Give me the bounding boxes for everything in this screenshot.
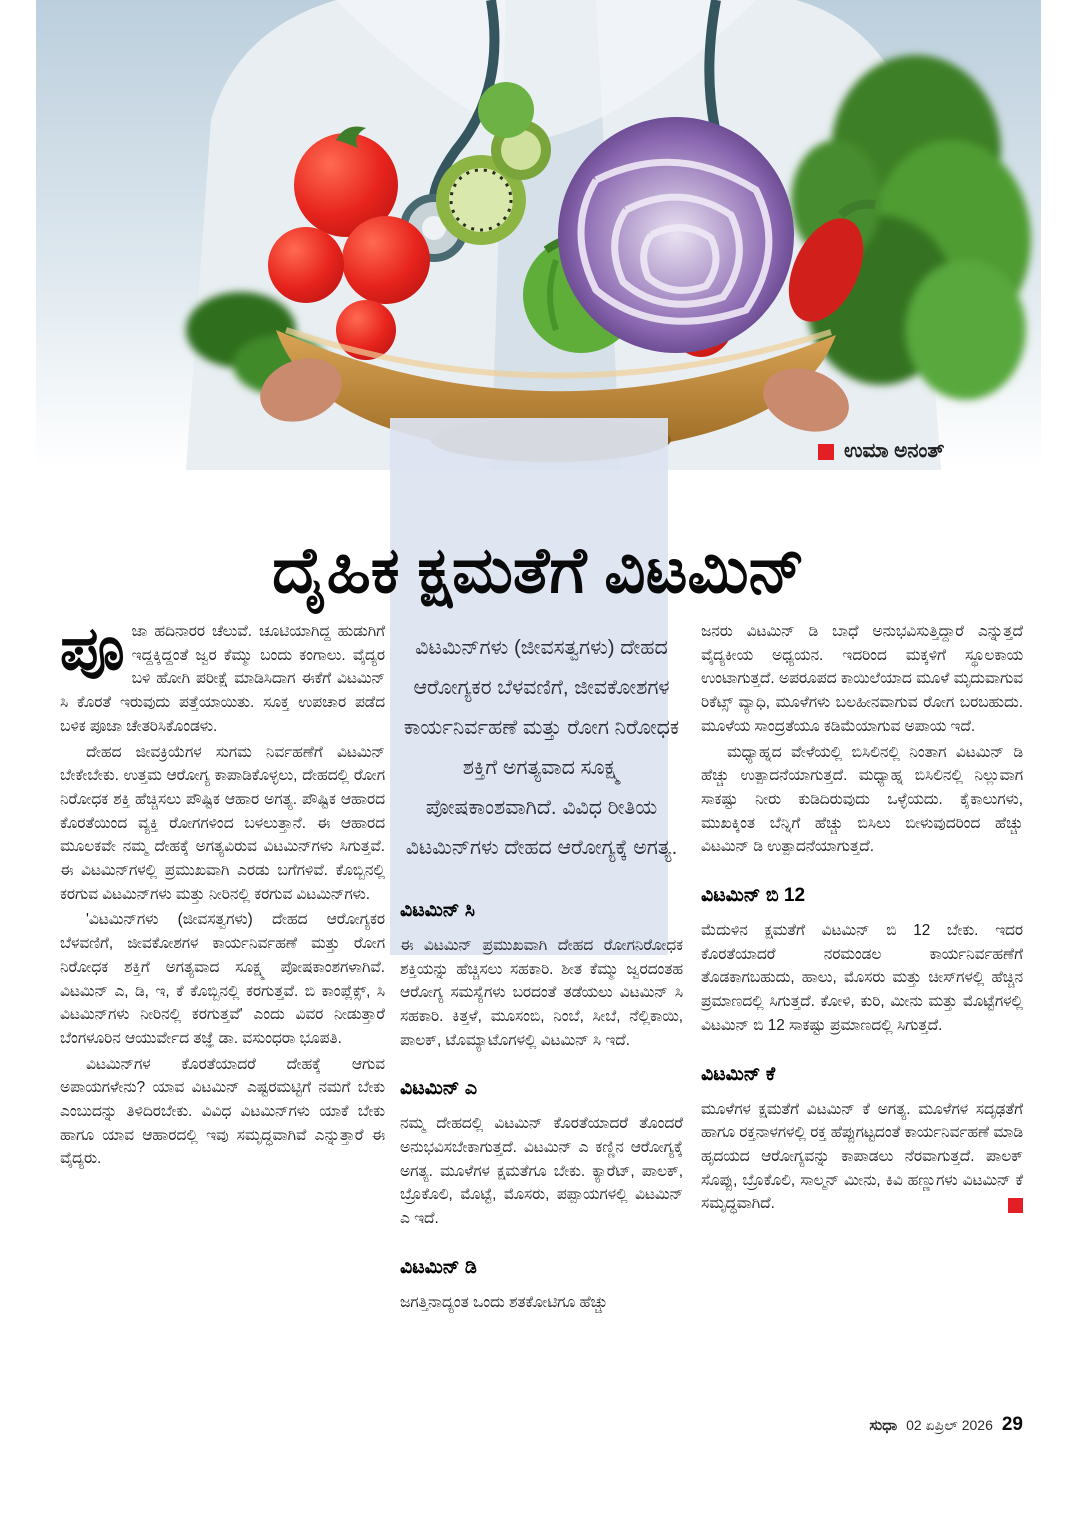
byline xyxy=(818,440,944,463)
article-title: ದೈಹಿಕ ಕ್ಷಮತೆಗೆ ವಿಟಮಿನ್ xyxy=(272,533,805,606)
column-1 xyxy=(60,615,385,1317)
section-heading-vitamin-k: ವಿಟಮಿನ್ ಕೆ xyxy=(701,1063,776,1085)
paragraph: ಮೆದುಳಿನ ಕ್ಷಮತೆಗೆ ವಿಟಮಿನ್ ಬಿ 12 ಬೇಕು. ಇದರ ಕೊರತೆಯಾದರೆ ನರಮಂಡಲ ಕಾರ್ಯನಿರ್ವಹಣೆಗೆ ತೊಡಕಾಗಬಹುದು, ಹಾಲು, ಮೊಸರು ಮತ್ತು ಚೀಸ್‌ಗಳಲ್ಲಿ ಹೆಚ್ಚಿನ ಪ್ರಮಾಣದಲ್ಲಿ ಸಿಗುತ್ತದೆ. ಕೋಳಿ, ಕುರಿ, ಮೀನು ಮತ್ತು ಮೊಟ್ಟೆಗಳಲ್ಲಿ ವಿಟಮಿನ್ ಬಿ 12 ಸಾಕಷ್ಟು ಪ್ರಮಾಣದಲ್ಲಿ ಸಿಗುತ್ತದೆ. xyxy=(701,922,1023,1034)
section-heading-vitamin-b12: ವಿಟಮಿನ್ ಬಿ 12 xyxy=(701,885,806,907)
paragraph: ಜಗತ್ತಿನಾದ್ಯಂತ ಒಂದು ಶತಕೋಟಿಗೂ ಹೆಚ್ಚು xyxy=(400,1293,608,1311)
article-end-marker-icon xyxy=(1008,1198,1023,1213)
paragraph: ಜನರು ವಿಟಮಿನ್ ಡಿ ಬಾಧೆ ಅನುಭವಿಸುತ್ತಿದ್ದಾರೆ ಎನ್ನುತ್ತದೆ ವೈದ್ಯಕೀಯ ಅಧ್ಯಯನ. ಇದರಿಂದ ಮಕ್ಕಳಿಗೆ ಸ್ಥೂಲಕಾಯ ಉಂಟಾಗುತ್ತದೆ. ಅಪರೂಪದ ಕಾಯಿಲೆಯಾದ ಮೂಳೆ ಮೃದುವಾಗುವ ರಿಕೆಟ್ಸ್ ವ್ಯಾಧಿ, ಮೂಳೆಗಳು ಬಲಹೀನವಾಗುವ ರೋಗ ಬರಬಹುದು. ಮೂಳೆಯ ಸಾಂದ್ರತೆಯೂ ಕಡಿಮೆಯಾಗುವ ಅಪಾಯ ಇದೆ. xyxy=(701,623,1023,735)
paragraph: ಮಧ್ಯಾಹ್ನದ ವೇಳೆಯಲ್ಲಿ ಬಿಸಿಲಿನಲ್ಲಿ ನಿಂತಾಗ ವಿಟಮಿನ್ ಡಿ ಹೆಚ್ಚು ಉತ್ಪಾದನೆಯಾಗುತ್ತದೆ. ಮಧ್ಯಾಹ್ನ ಬಿಸಿಲಿನಲ್ಲಿ ನಿಲ್ಲುವಾಗ ಸಾಕಷ್ಟು ನೀರು ಕುಡಿದಿರುವುದು ಒಳ್ಳೆಯದು. ಕೈಕಾಲುಗಳು, ಮುಖಕ್ಕಿಂತ ಬೆನ್ನಿಗೆ ಹೆಚ್ಚು ಬಿಸಿಲು ಬೀಳುವುದರಿಂದ ಹೆಚ್ಚು ವಿಟಮಿನ್ ಡಿ ಉತ್ಪಾದನೆಯಾಗುತ್ತದೆ. xyxy=(701,743,1023,856)
paragraph: 'ವಿಟಮಿನ್‌ಗಳು (ಜೀವಸತ್ವಗಳು) ದೇಹದ ಆರೋಗ್ಯಕರ ಬೆಳವಣಿಗೆ, ಜೀವಕೋಶಗಳ ಕಾರ್ಯನಿರ್ವಹಣೆ ಮತ್ತು ರೋಗ ನಿರೋಧಕ ಶಕ್ತಿಗೆ ಅಗತ್ಯವಾದ ಸೂಕ್ಷ್ಮ ಪೋಷಕಾಂಶಗಳಾಗಿವೆ. ವಿಟಮಿನ್ ಎ, ಡಿ, ಇ, ಕೆ ಕೊಬ್ಬಿನಲ್ಲಿ ಕರಗುತ್ತವೆ. ಬಿ ಕಾಂಪ್ಲೆಕ್ಸ್, ಸಿ ವಿಟಮಿನ್‌ಗಳು ನೀರಿನಲ್ಲಿ ಕರಗುತ್ತವೆ' ಎಂದು ವಿವರ ನೀಡುತ್ತಾರೆ ಬೆಂಗಳೂರಿನ ಆಯುರ್ವೇದ ತಜ್ಞೆ ಡಾ. ವಸುಂಧರಾ ಭೂಪತಿ. xyxy=(60,911,385,1047)
red-cabbage xyxy=(558,117,794,353)
byline-red-square-icon xyxy=(818,444,834,460)
paragraph xyxy=(60,615,385,739)
hero-photo-illustration xyxy=(36,0,1041,470)
article-columns xyxy=(60,615,1023,1317)
issue-date: 02 ಏಪ್ರಿಲ್ 2026 xyxy=(906,1417,993,1433)
paragraph: ವಿಟಮಿನ್‌ಗಳ ಕೊರತೆಯಾದರೆ ದೇಹಕ್ಕೆ ಆಗುವ ಅಪಾಯಗಳೇನು? ಯಾವ ವಿಟಮಿನ್ ಎಷ್ಟರಮಟ್ಟಿಗೆ ನಮಗೆ ಬೇಕು ಎಂಬುದನ್ನು ತಿಳಿದಿರಬೇಕು. ವಿವಿಧ ವಿಟಮಿನ್‌ಗಳು ಯಾಕೆ ಬೇಕು ಹಾಗೂ ಯಾವ ಆಹಾರದಲ್ಲಿ ಇವು ಸಮೃದ್ಧವಾಗಿವೆ ಎನ್ನುತ್ತಾರೆ ಈ ವೈದ್ಯರು. xyxy=(60,1055,385,1168)
page-number: 29 xyxy=(1001,1414,1023,1435)
paragraph: ನಮ್ಮ ದೇಹದಲ್ಲಿ ವಿಟಮಿನ್ ಕೊರತೆಯಾದರೆ ತೊಂದರೆ ಅನುಭವಿಸಬೇಕಾಗುತ್ತದೆ. ವಿಟಮಿನ್ ಎ ಕಣ್ಣಿನ ಆರೋಗ್ಯಕ್ಕೆ ಅಗತ್ಯ. ಮೂಳೆಗಳ ಕ್ಷಮತೆಗೂ ಬೇಕು. ಕ್ಯಾರೆಟ್, ಪಾಲಕ್, ಬ್ರೊಕೊಲಿ, ಮೊಟ್ಟೆ, ಮೊಸರು, ಪಪ್ಪಾಯಗಳಲ್ಲಿ ವಿಟಮಿನ್ ಎ ಇದೆ. xyxy=(400,1115,683,1228)
intro-highlight-text: ವಿಟಮಿನ್‌ಗಳು (ಜೀವಸತ್ವಗಳು) ದೇಹದ ಆರೋಗ್ಯಕರ ಬೆಳವಣಿಗೆ, ಜೀವಕೋಶಗಳ ಕಾರ್ಯನಿರ್ವಹಣೆ ಮತ್ತು ರೋಗ ನಿರೋಧಕ ಶಕ್ತಿಗೆ ಅಗತ್ಯವಾದ ಸೂಕ್ಷ್ಮ ಪೋಷಕಾಂಶವಾಗಿದೆ. ವಿವಿಧ ರೀತಿಯ ವಿಟಮಿನ್‌ಗಳು ದೇಹದ ಆರೋಗ್ಯಕ್ಕೆ ಅಗತ್ಯ. xyxy=(403,636,680,859)
magazine-name: ಸುಧಾ xyxy=(869,1417,898,1434)
drop-cap: ಪೂ xyxy=(60,615,125,682)
paragraph xyxy=(701,1098,1023,1217)
section-heading-vitamin-c: ವಿಟಮಿನ್ ಸಿ xyxy=(400,899,475,921)
paragraph: ದೇಹದ ಜೀವಕ್ರಿಯೆಗಳ ಸುಗಮ ನಿರ್ವಹಣೆಗೆ ವಿಟಮಿನ್ ಬೇಕೇಬೇಕು. ಉತ್ತಮ ಆರೋಗ್ಯ ಕಾಪಾಡಿಕೊಳ್ಳಲು, ದೇಹದಲ್ಲಿ ರೋಗ ನಿರೋಧಕ ಶಕ್ತಿ ಹೆಚ್ಚಿಸಲು ಪೌಷ್ಟಿಕ ಆಹಾರ ಅಗತ್ಯ. ಪೌಷ್ಟಿಕ ಆಹಾರದ ಕೊರತೆಯಿಂದ ವ್ಯಕ್ತಿ ರೋಗಗಳಿಂದ ಬಳಲುತ್ತಾನೆ. ಈ ಆಹಾರದ ಮೂಲಕವೇ ನಮ್ಮ ದೇಹಕ್ಕೆ ಅಗತ್ಯವಿರುವ ವಿಟಮಿನ್‌ಗಳು ಸಿಗುತ್ತವೆ. ಈ ವಿಟಮಿನ್‌ಗಳಲ್ಲಿ ಪ್ರಮುಖವಾಗಿ ಎರಡು ಬಗೆಗಳಿವೆ. ಕೊಬ್ಬಿನಲ್ಲಿ ಕರಗುವ ವಿಟಮಿನ್‌ಗಳು ಮತ್ತು ನೀರಿನಲ್ಲಿ ಕರಗುವ ವಿಟಮಿನ್‌ಗಳು. xyxy=(60,743,385,903)
paragraph-text: ಜಾ ಹದಿನಾರರ ಚೆಲುವೆ. ಚೂಟಿಯಾಗಿದ್ದ ಹುಡುಗಿಗೆ ಇದ್ದಕ್ಕಿದ್ದಂತೆ ಜ್ವರ ಕೆಮ್ಮು ಬಂದು ಕಂಗಾಲು. ವೈದ್ಯರ ಬಳಿ ಹೋಗಿ ಪರೀಕ್ಷೆ ಮಾಡಿಸಿದಾಗ ಈಕೆಗೆ ವಿಟಮಿನ್ ಸಿ ಕೊರತೆ ಇರುವುದು ಪತ್ತೆಯಾಯಿತು. ಸೂಕ್ತ ಉಪಚಾರ ಪಡೆದ ಬಳಿಕ ಪೂಜಾ ಚೇತರಿಸಿಕೊಂಡಳು. xyxy=(60,623,385,735)
paragraph: ಈ ವಿಟಮಿನ್ ಪ್ರಮುಖವಾಗಿ ದೇಹದ ರೋಗನಿರೋಧಕ ಶಕ್ತಿಯನ್ನು ಹೆಚ್ಚಿಸಲು ಸಹಕಾರಿ. ಶೀತ ಕೆಮ್ಮು ಜ್ವರದಂತಹ ಆರೋಗ್ಯ ಸಮಸ್ಯೆಗಳು ಬರದಂತೆ ತಡೆಯಲು ವಿಟಮಿನ್ ಸಿ ಸಹಕಾರಿ. ಕಿತ್ತಳೆ, ಮೂಸಂಬಿ, ನಿಂಬೆ, ಸೀಬೆ, ನೆಲ್ಲಿಕಾಯಿ, ಪಾಲಕ್, ಟೊಮ್ಯಾಟೊಗಳಲ್ಲಿ ವಿಟಮಿನ್ ಸಿ ಇದೆ. xyxy=(400,936,683,1049)
column-3 xyxy=(701,620,1023,1317)
column-2 xyxy=(400,620,683,1317)
paragraph-text: ಮೂಳೆಗಳ ಕ್ಷಮತೆಗೆ ವಿಟಮಿನ್ ಕೆ ಅಗತ್ಯ. ಮೂಳೆಗಳ ಸದೃಢತೆಗೆ ಹಾಗೂ ರಕ್ತನಾಳಗಳಲ್ಲಿ ರಕ್ತ ಹೆಪ್ಪುಗಟ್ಟದಂತೆ ಕಾರ್ಯನಿರ್ವಹಣೆ ಮಾಡಿ ಹೃದಯದ ಆರೋಗ್ಯವನ್ನು ಕಾಪಾಡಲು ನೆರವಾಗುತ್ತದೆ. ಪಾಲಕ್ ಸೊಪ್ಪು, ಬ್ರೊಕೊಲಿ, ಸಾಲ್ಮನ್ ಮೀನು, ಕಿವಿ ಹಣ್ಣುಗಳು ವಿಟಮಿನ್ ಕೆ ಸಮೃದ್ಧವಾಗಿದೆ. xyxy=(701,1100,1023,1213)
byline-author: ಉಮಾ ಅನಂತ್ xyxy=(844,440,945,462)
section-heading-vitamin-a: ವಿಟಮಿನ್ ಎ xyxy=(400,1078,478,1100)
hero-photo xyxy=(36,0,1041,470)
section-heading-vitamin-d: ವಿಟಮಿನ್ ಡಿ xyxy=(400,1256,477,1278)
page-footer xyxy=(869,1414,1023,1436)
